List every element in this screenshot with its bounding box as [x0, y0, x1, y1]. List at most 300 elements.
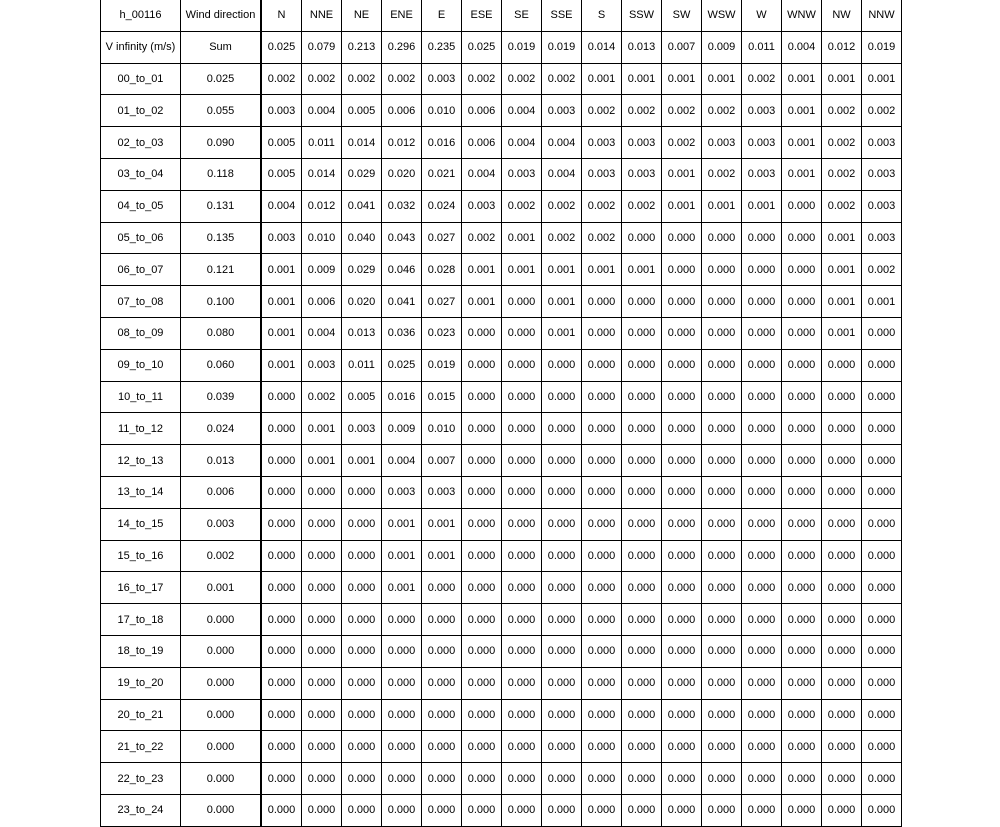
frequency-cell: 0.009: [382, 413, 422, 445]
direction-sum-cell: 0.019: [542, 31, 582, 63]
frequency-cell: 0.002: [542, 222, 582, 254]
frequency-cell: 0.000: [502, 763, 542, 795]
frequency-cell: 0.000: [662, 763, 702, 795]
frequency-cell: 0.000: [862, 635, 902, 667]
frequency-cell: 0.000: [782, 794, 822, 826]
frequency-cell: 0.004: [542, 158, 582, 190]
frequency-cell: 0.000: [622, 540, 662, 572]
row-sum-cell: 0.055: [181, 95, 262, 127]
frequency-cell: 0.028: [422, 254, 462, 286]
frequency-cell: 0.000: [502, 508, 542, 540]
frequency-cell: 0.001: [702, 190, 742, 222]
frequency-cell: 0.000: [662, 476, 702, 508]
row-sum-cell: 0.121: [181, 254, 262, 286]
frequency-cell: 0.000: [822, 794, 862, 826]
speed-bin-label: 23_to_24: [101, 794, 181, 826]
frequency-cell: 0.002: [702, 158, 742, 190]
frequency-cell: 0.000: [702, 349, 742, 381]
frequency-cell: 0.000: [822, 445, 862, 477]
table-row: [101, 699, 902, 731]
frequency-cell: 0.000: [822, 635, 862, 667]
frequency-cell: 0.002: [342, 63, 382, 95]
direction-sum-cell: 0.007: [662, 31, 702, 63]
frequency-cell: 0.027: [422, 286, 462, 318]
sum-label: Sum: [181, 31, 262, 63]
row-sum-cell: 0.135: [181, 222, 262, 254]
frequency-cell: 0.000: [462, 635, 502, 667]
frequency-cell: 0.029: [342, 254, 382, 286]
header-label: Wind direction: [181, 0, 262, 31]
frequency-cell: 0.000: [502, 317, 542, 349]
frequency-cell: 0.000: [462, 413, 502, 445]
frequency-cell: 0.000: [622, 317, 662, 349]
frequency-cell: 0.000: [502, 699, 542, 731]
frequency-cell: 0.000: [742, 254, 782, 286]
frequency-cell: 0.000: [742, 317, 782, 349]
row-sum-cell: 0.090: [181, 127, 262, 159]
row-sum-cell: 0.000: [181, 699, 262, 731]
speed-bin-label: 05_to_06: [101, 222, 181, 254]
direction-header: W: [742, 0, 782, 31]
frequency-cell: 0.003: [622, 158, 662, 190]
speed-bin-label: 02_to_03: [101, 127, 181, 159]
frequency-cell: 0.000: [462, 731, 502, 763]
frequency-cell: 0.016: [422, 127, 462, 159]
frequency-cell: 0.000: [502, 476, 542, 508]
frequency-cell: 0.001: [862, 286, 902, 318]
frequency-cell: 0.003: [862, 158, 902, 190]
direction-sum-cell: 0.013: [622, 31, 662, 63]
direction-sum-cell: 0.012: [822, 31, 862, 63]
frequency-cell: 0.000: [782, 381, 822, 413]
frequency-cell: 0.043: [382, 222, 422, 254]
direction-header: ESE: [462, 0, 502, 31]
frequency-cell: 0.000: [542, 349, 582, 381]
frequency-cell: 0.000: [261, 572, 302, 604]
speed-bin-label: 08_to_09: [101, 317, 181, 349]
table-row: [101, 158, 902, 190]
frequency-cell: 0.000: [502, 540, 542, 572]
frequency-cell: 0.000: [742, 445, 782, 477]
frequency-cell: 0.007: [422, 445, 462, 477]
frequency-cell: 0.000: [302, 604, 342, 636]
frequency-cell: 0.000: [582, 540, 622, 572]
frequency-cell: 0.000: [822, 413, 862, 445]
frequency-cell: 0.000: [261, 794, 302, 826]
frequency-cell: 0.000: [582, 349, 622, 381]
frequency-cell: 0.000: [302, 667, 342, 699]
frequency-cell: 0.000: [502, 286, 542, 318]
frequency-cell: 0.000: [862, 763, 902, 795]
row-sum-cell: 0.039: [181, 381, 262, 413]
frequency-cell: 0.001: [542, 317, 582, 349]
frequency-cell: 0.002: [582, 95, 622, 127]
frequency-cell: 0.000: [582, 699, 622, 731]
frequency-cell: 0.000: [462, 699, 502, 731]
frequency-cell: 0.009: [302, 254, 342, 286]
frequency-cell: 0.002: [542, 190, 582, 222]
frequency-cell: 0.000: [582, 317, 622, 349]
frequency-cell: 0.002: [742, 63, 782, 95]
frequency-cell: 0.002: [582, 222, 622, 254]
direction-sum-cell: 0.025: [462, 31, 502, 63]
frequency-cell: 0.001: [862, 63, 902, 95]
frequency-cell: 0.013: [342, 317, 382, 349]
frequency-cell: 0.000: [782, 349, 822, 381]
frequency-cell: 0.000: [462, 508, 502, 540]
frequency-cell: 0.003: [742, 95, 782, 127]
frequency-cell: 0.000: [782, 572, 822, 604]
frequency-cell: 0.000: [582, 604, 622, 636]
frequency-cell: 0.000: [742, 508, 782, 540]
frequency-cell: 0.000: [742, 222, 782, 254]
frequency-cell: 0.000: [862, 794, 902, 826]
frequency-cell: 0.012: [302, 190, 342, 222]
frequency-cell: 0.000: [702, 667, 742, 699]
frequency-cell: 0.000: [342, 508, 382, 540]
frequency-cell: 0.000: [742, 635, 782, 667]
row-sum-cell: 0.100: [181, 286, 262, 318]
frequency-cell: 0.000: [662, 254, 702, 286]
frequency-cell: 0.000: [702, 476, 742, 508]
frequency-cell: 0.000: [342, 667, 382, 699]
frequency-cell: 0.000: [542, 731, 582, 763]
frequency-cell: 0.000: [462, 763, 502, 795]
frequency-cell: 0.001: [582, 63, 622, 95]
frequency-cell: 0.000: [782, 190, 822, 222]
frequency-cell: 0.000: [742, 381, 782, 413]
frequency-cell: 0.000: [622, 222, 662, 254]
table-row: [101, 95, 902, 127]
frequency-cell: 0.001: [622, 254, 662, 286]
frequency-cell: 0.000: [822, 763, 862, 795]
frequency-cell: 0.000: [782, 317, 822, 349]
frequency-cell: 0.002: [622, 95, 662, 127]
frequency-cell: 0.000: [742, 731, 782, 763]
table-row: [101, 286, 902, 318]
frequency-cell: 0.001: [822, 63, 862, 95]
frequency-cell: 0.001: [261, 317, 302, 349]
frequency-cell: 0.010: [422, 413, 462, 445]
frequency-cell: 0.000: [622, 508, 662, 540]
speed-bin-label: 15_to_16: [101, 540, 181, 572]
frequency-cell: 0.012: [382, 127, 422, 159]
frequency-cell: 0.011: [342, 349, 382, 381]
frequency-cell: 0.000: [622, 699, 662, 731]
frequency-cell: 0.000: [502, 413, 542, 445]
frequency-cell: 0.000: [582, 508, 622, 540]
frequency-cell: 0.000: [862, 731, 902, 763]
frequency-cell: 0.002: [502, 63, 542, 95]
frequency-cell: 0.000: [782, 604, 822, 636]
frequency-cell: 0.000: [782, 445, 822, 477]
frequency-cell: 0.000: [662, 445, 702, 477]
speed-bin-label: 13_to_14: [101, 476, 181, 508]
frequency-cell: 0.000: [342, 731, 382, 763]
frequency-cell: 0.000: [582, 286, 622, 318]
direction-header: N: [261, 0, 302, 31]
frequency-cell: 0.000: [302, 635, 342, 667]
frequency-cell: 0.001: [542, 286, 582, 318]
frequency-cell: 0.003: [862, 222, 902, 254]
direction-header: NE: [342, 0, 382, 31]
direction-sum-cell: 0.296: [382, 31, 422, 63]
table-row: [101, 445, 902, 477]
frequency-cell: 0.000: [862, 317, 902, 349]
table-row: [101, 731, 902, 763]
frequency-cell: 0.000: [862, 445, 902, 477]
frequency-cell: 0.005: [342, 381, 382, 413]
row-sum-cell: 0.000: [181, 635, 262, 667]
frequency-cell: 0.000: [862, 572, 902, 604]
frequency-cell: 0.000: [862, 381, 902, 413]
frequency-cell: 0.002: [822, 127, 862, 159]
frequency-cell: 0.000: [622, 286, 662, 318]
frequency-cell: 0.000: [742, 572, 782, 604]
frequency-cell: 0.002: [382, 63, 422, 95]
frequency-cell: 0.000: [382, 667, 422, 699]
frequency-cell: 0.014: [342, 127, 382, 159]
frequency-cell: 0.000: [862, 413, 902, 445]
row-sum-cell: 0.000: [181, 667, 262, 699]
frequency-cell: 0.001: [822, 317, 862, 349]
frequency-cell: 0.002: [862, 95, 902, 127]
frequency-cell: 0.001: [502, 254, 542, 286]
frequency-cell: 0.000: [662, 381, 702, 413]
frequency-cell: 0.000: [742, 286, 782, 318]
frequency-cell: 0.001: [502, 222, 542, 254]
speed-bin-label: 16_to_17: [101, 572, 181, 604]
frequency-cell: 0.000: [702, 508, 742, 540]
frequency-cell: 0.000: [342, 763, 382, 795]
frequency-cell: 0.000: [502, 731, 542, 763]
table-row: [101, 127, 902, 159]
frequency-cell: 0.000: [862, 667, 902, 699]
frequency-cell: 0.002: [822, 158, 862, 190]
frequency-cell: 0.010: [422, 95, 462, 127]
row-sum-cell: 0.118: [181, 158, 262, 190]
frequency-cell: 0.000: [582, 572, 622, 604]
frequency-cell: 0.000: [462, 445, 502, 477]
direction-header: SW: [662, 0, 702, 31]
frequency-cell: 0.000: [542, 699, 582, 731]
frequency-cell: 0.000: [782, 667, 822, 699]
frequency-cell: 0.000: [862, 476, 902, 508]
frequency-cell: 0.000: [822, 699, 862, 731]
speed-bin-label: 22_to_23: [101, 763, 181, 795]
frequency-cell: 0.000: [462, 667, 502, 699]
row-sum-cell: 0.003: [181, 508, 262, 540]
frequency-cell: 0.000: [782, 286, 822, 318]
direction-header: NNE: [302, 0, 342, 31]
frequency-cell: 0.003: [422, 63, 462, 95]
frequency-cell: 0.002: [862, 254, 902, 286]
frequency-cell: 0.002: [302, 381, 342, 413]
frequency-cell: 0.000: [822, 604, 862, 636]
frequency-cell: 0.001: [822, 286, 862, 318]
speed-bin-label: 00_to_01: [101, 63, 181, 95]
frequency-cell: 0.000: [822, 476, 862, 508]
frequency-cell: 0.000: [662, 635, 702, 667]
frequency-cell: 0.001: [582, 254, 622, 286]
row-sum-cell: 0.000: [181, 731, 262, 763]
row-sum-cell: 0.000: [181, 604, 262, 636]
frequency-cell: 0.002: [662, 95, 702, 127]
frequency-cell: 0.000: [502, 667, 542, 699]
frequency-cell: 0.000: [542, 794, 582, 826]
frequency-cell: 0.001: [302, 413, 342, 445]
frequency-cell: 0.016: [382, 381, 422, 413]
frequency-cell: 0.000: [462, 572, 502, 604]
direction-sum-cell: 0.213: [342, 31, 382, 63]
speed-bin-label: 10_to_11: [101, 381, 181, 413]
frequency-cell: 0.000: [502, 604, 542, 636]
frequency-cell: 0.000: [702, 731, 742, 763]
frequency-cell: 0.000: [822, 349, 862, 381]
table-row: [101, 254, 902, 286]
frequency-cell: 0.000: [382, 763, 422, 795]
frequency-cell: 0.000: [542, 413, 582, 445]
frequency-cell: 0.000: [782, 476, 822, 508]
frequency-cell: 0.002: [502, 190, 542, 222]
frequency-cell: 0.000: [622, 763, 662, 795]
frequency-cell: 0.000: [302, 731, 342, 763]
frequency-cell: 0.000: [782, 763, 822, 795]
frequency-cell: 0.003: [422, 476, 462, 508]
row-sum-cell: 0.025: [181, 63, 262, 95]
frequency-cell: 0.004: [542, 127, 582, 159]
frequency-cell: 0.000: [422, 604, 462, 636]
speed-bin-label: 07_to_08: [101, 286, 181, 318]
frequency-cell: 0.000: [342, 572, 382, 604]
frequency-cell: 0.000: [582, 381, 622, 413]
frequency-cell: 0.014: [302, 158, 342, 190]
frequency-cell: 0.000: [782, 540, 822, 572]
frequency-cell: 0.000: [742, 794, 782, 826]
frequency-cell: 0.001: [822, 222, 862, 254]
frequency-cell: 0.004: [502, 127, 542, 159]
frequency-cell: 0.000: [702, 763, 742, 795]
frequency-cell: 0.000: [662, 413, 702, 445]
frequency-cell: 0.000: [662, 794, 702, 826]
speed-bin-label: 03_to_04: [101, 158, 181, 190]
frequency-cell: 0.000: [502, 635, 542, 667]
direction-header: NW: [822, 0, 862, 31]
frequency-cell: 0.000: [342, 604, 382, 636]
frequency-cell: 0.000: [422, 763, 462, 795]
frequency-cell: 0.000: [261, 604, 302, 636]
frequency-cell: 0.000: [462, 604, 502, 636]
frequency-cell: 0.000: [302, 476, 342, 508]
frequency-cell: 0.000: [622, 667, 662, 699]
frequency-cell: 0.003: [462, 190, 502, 222]
frequency-cell: 0.000: [822, 667, 862, 699]
row-sum-cell: 0.000: [181, 763, 262, 795]
header-row: [101, 0, 902, 31]
speed-bin-label: 01_to_02: [101, 95, 181, 127]
frequency-cell: 0.001: [822, 254, 862, 286]
frequency-cell: 0.000: [261, 667, 302, 699]
frequency-cell: 0.000: [462, 349, 502, 381]
frequency-cell: 0.001: [382, 572, 422, 604]
frequency-cell: 0.000: [702, 794, 742, 826]
frequency-cell: 0.041: [382, 286, 422, 318]
frequency-cell: 0.001: [782, 127, 822, 159]
table-row: [101, 349, 902, 381]
speed-bin-label: 06_to_07: [101, 254, 181, 286]
frequency-cell: 0.004: [302, 317, 342, 349]
frequency-cell: 0.000: [462, 381, 502, 413]
frequency-cell: 0.000: [582, 731, 622, 763]
row-sum-cell: 0.006: [181, 476, 262, 508]
direction-header: WSW: [702, 0, 742, 31]
frequency-cell: 0.000: [622, 476, 662, 508]
frequency-cell: 0.000: [742, 604, 782, 636]
frequency-cell: 0.003: [342, 413, 382, 445]
speed-bin-label: 19_to_20: [101, 667, 181, 699]
frequency-cell: 0.000: [342, 476, 382, 508]
frequency-cell: 0.000: [382, 604, 422, 636]
frequency-cell: 0.000: [542, 540, 582, 572]
speed-bin-label: 21_to_22: [101, 731, 181, 763]
frequency-cell: 0.004: [261, 190, 302, 222]
frequency-cell: 0.000: [622, 604, 662, 636]
direction-sum-cell: 0.011: [742, 31, 782, 63]
frequency-cell: 0.003: [542, 95, 582, 127]
frequency-cell: 0.000: [822, 572, 862, 604]
speed-bin-label: 14_to_15: [101, 508, 181, 540]
frequency-cell: 0.001: [462, 254, 502, 286]
frequency-cell: 0.000: [542, 445, 582, 477]
frequency-cell: 0.000: [662, 731, 702, 763]
frequency-cell: 0.001: [622, 63, 662, 95]
frequency-cell: 0.000: [582, 635, 622, 667]
frequency-cell: 0.000: [702, 381, 742, 413]
speed-bin-label: 20_to_21: [101, 699, 181, 731]
frequency-cell: 0.000: [382, 794, 422, 826]
frequency-cell: 0.000: [582, 667, 622, 699]
table-row: [101, 63, 902, 95]
frequency-cell: 0.001: [342, 445, 382, 477]
row-sum-cell: 0.024: [181, 413, 262, 445]
frequency-cell: 0.005: [342, 95, 382, 127]
speed-bin-label: 11_to_12: [101, 413, 181, 445]
frequency-cell: 0.002: [822, 95, 862, 127]
direction-header: WNW: [782, 0, 822, 31]
frequency-cell: 0.002: [622, 190, 662, 222]
frequency-cell: 0.000: [261, 445, 302, 477]
frequency-cell: 0.015: [422, 381, 462, 413]
frequency-cell: 0.029: [342, 158, 382, 190]
frequency-cell: 0.000: [662, 349, 702, 381]
frequency-cell: 0.000: [622, 731, 662, 763]
frequency-cell: 0.000: [862, 699, 902, 731]
frequency-cell: 0.011: [302, 127, 342, 159]
direction-sum-cell: 0.019: [502, 31, 542, 63]
frequency-cell: 0.005: [261, 127, 302, 159]
frequency-cell: 0.000: [742, 413, 782, 445]
frequency-cell: 0.001: [422, 508, 462, 540]
table-row: [101, 667, 902, 699]
frequency-cell: 0.000: [702, 635, 742, 667]
table-row: [101, 222, 902, 254]
frequency-cell: 0.000: [542, 476, 582, 508]
frequency-cell: 0.000: [702, 413, 742, 445]
direction-header: E: [422, 0, 462, 31]
frequency-cell: 0.000: [702, 604, 742, 636]
frequency-cell: 0.003: [261, 95, 302, 127]
frequency-cell: 0.000: [302, 508, 342, 540]
